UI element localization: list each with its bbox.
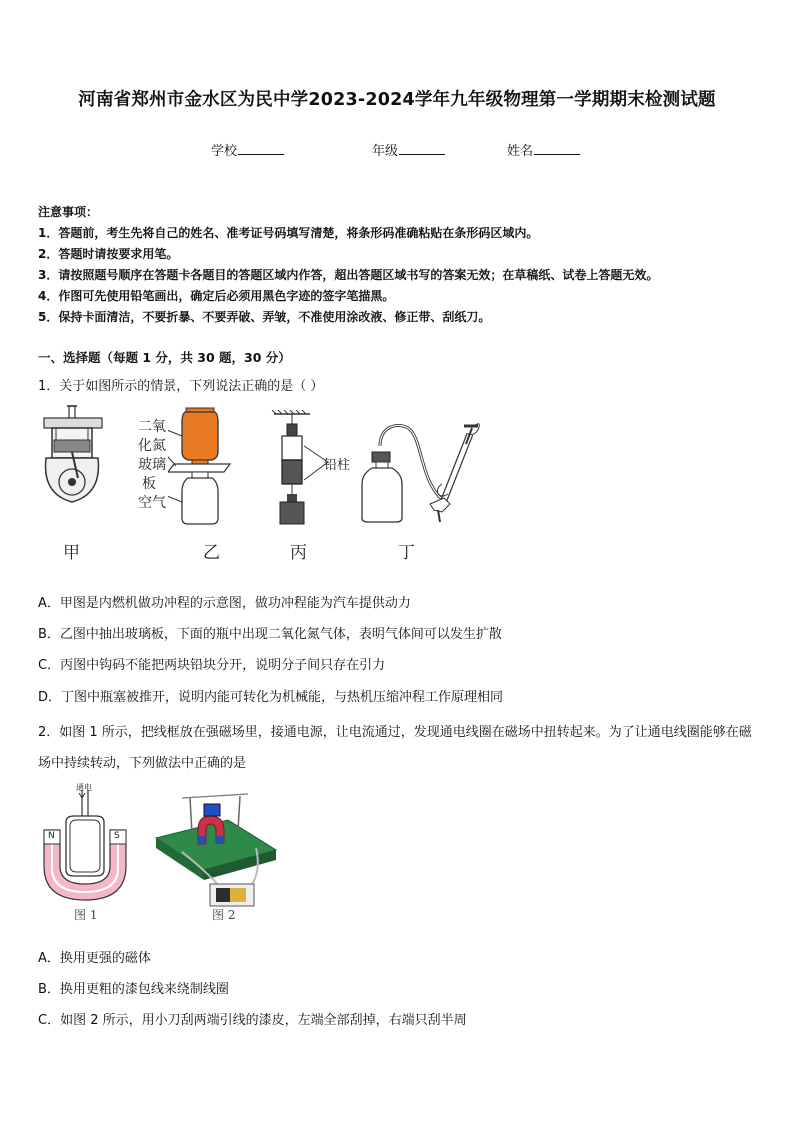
school-blank[interactable] <box>238 142 284 155</box>
note-item: 1．答题前，考生先将自己的姓名、准考证号码填写清楚，将条形码准确粘贴在条形码区域内。 <box>38 226 539 240</box>
name-label: 姓名 <box>507 144 534 159</box>
label-erguang: 二氧 <box>138 419 166 435</box>
q2-option-c[interactable]: C．如图 2 所示，用小刀刮两端引线的漆皮，左端全部刮掉，右端只刮半周 <box>38 1013 467 1028</box>
magnet-n-label: N <box>48 831 55 841</box>
notes-block <box>38 202 658 328</box>
school-field[interactable] <box>211 140 284 159</box>
q2-option-a[interactable]: A．换用更强的磁体 <box>38 951 151 966</box>
note-item: 5．保持卡面清洁，不要折暴、不要弄破、弄皱，不准使用涂改液、修正带、刮纸刀。 <box>38 310 491 324</box>
engine-figure <box>38 404 108 514</box>
magnet-s-label: S <box>114 831 120 841</box>
motor-board-figure <box>152 790 278 912</box>
figure-label-ding: 丁 <box>398 543 415 563</box>
school-label: 学校 <box>211 144 238 159</box>
q2-option-b[interactable]: B．换用更粗的漆包线来绕制线圈 <box>38 982 229 997</box>
name-field[interactable] <box>507 140 580 159</box>
notes-heading: 注意事项： <box>38 205 99 219</box>
grade-label: 年级 <box>372 144 399 159</box>
note-item: 2．答题时请按要求用笔。 <box>38 247 179 261</box>
section-title: 一、选择题（每题 1 分，共 30 题，30 分） <box>38 350 291 365</box>
label-boli: 玻璃 <box>138 457 166 473</box>
note-item: 3．请按照题号顺序在答题卡各题目的答题区域内作答，超出答题区域书写的答案无效；在草稿纸、试卷上答题无效。 <box>38 268 659 282</box>
label-qianzhu: 铅柱 <box>324 458 351 473</box>
q1-option-d[interactable]: D．丁图中瓶塞被推开，说明内能可转化为机械能，与热机压缩冲程工作原理相同 <box>38 690 504 705</box>
figure-label-jia: 甲 <box>63 543 80 563</box>
figure-label-bing: 丙 <box>290 543 307 563</box>
note-item: 4．作图可先使用铅笔画出，确定后必须用黑色字迹的签字笔描黑。 <box>38 289 395 303</box>
label-kongqi: 空气 <box>138 495 166 511</box>
grade-field[interactable] <box>372 140 445 159</box>
question-1-stem: 1．关于如图所示的情景，下列说法正确的是（ ） <box>38 379 324 394</box>
diffusion-labels <box>138 418 166 513</box>
q1-option-a[interactable]: A．甲图是内燃机做功冲程的示意图，做功冲程能为汽车提供动力 <box>38 596 411 611</box>
fig2-label: 图 2 <box>212 908 236 922</box>
question-2-stem: 2．如图 1 所示，把线框放在强磁场里，接通电源，让电流通过，发现通电线圈在磁场中扭转起来。为了让通电线圈能够在磁场中持续转动，下列做法中正确的是 <box>38 725 752 771</box>
name-blank[interactable] <box>534 142 580 155</box>
fig1-top-label: 通电 <box>76 783 92 792</box>
q1-option-c[interactable]: C．丙图中钩码不能把两块铅块分开，说明分子间只存在引力 <box>38 658 386 673</box>
diffusion-figure <box>168 406 240 530</box>
fig1-label: 图 1 <box>74 908 98 922</box>
page-title: 河南省郑州市金水区为民中学2023-2024学年九年级物理第一学期期末检测试题 <box>78 90 716 110</box>
grade-blank[interactable] <box>399 142 445 155</box>
label-huadan: 化氮 <box>138 438 166 454</box>
figure-label-yi: 乙 <box>203 543 220 563</box>
bottle-pump-figure <box>358 418 488 526</box>
magnet-coil-figure <box>40 780 130 906</box>
q1-option-b[interactable]: B．乙图中抽出玻璃板，下面的瓶中出现二氧化氮气体，表明气体间可以发生扩散 <box>38 627 502 642</box>
label-ban: 板 <box>142 476 156 492</box>
